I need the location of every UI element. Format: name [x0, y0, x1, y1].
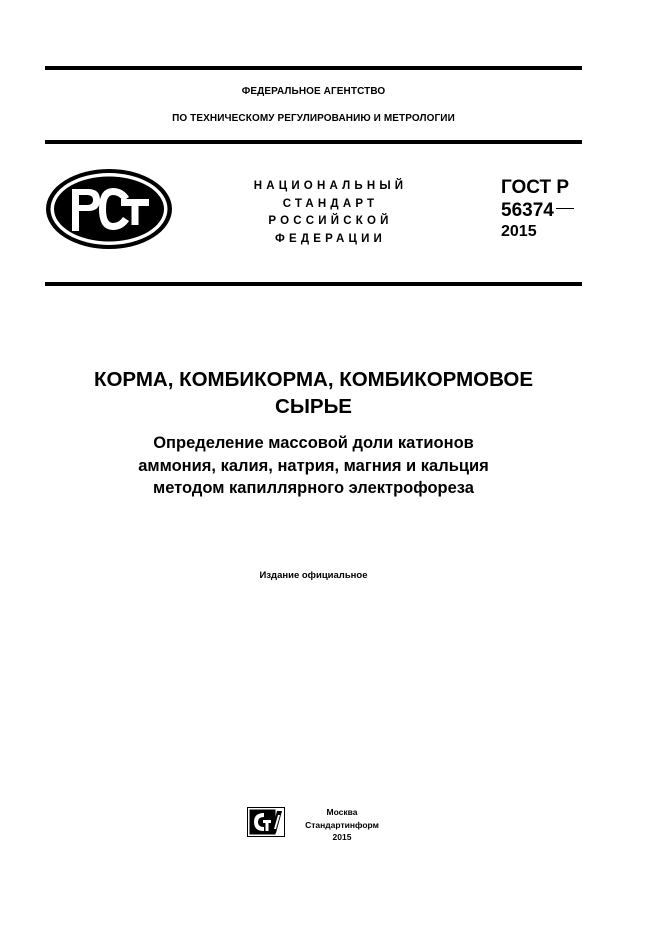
designation-year: 2015 [501, 223, 537, 240]
standard-type-line-4: ФЕДЕРАЦИИ [274, 232, 387, 245]
standard-type-line-3: РОССИЙСКОЙ [268, 215, 393, 227]
standard-designation [501, 176, 574, 242]
document-title-line-2: СЫРЬЕ [275, 395, 352, 418]
agency-name-line-1: ФЕДЕРАЛЬНОЕ АГЕНТСТВО [241, 86, 386, 97]
document-subtitle [45, 432, 582, 500]
document-subtitle-line-1: Определение массовой доли катионов [153, 434, 474, 452]
document-subtitle-line-2: аммония, калия, натрия, магния и кальция [138, 456, 489, 475]
standard-type [228, 178, 433, 248]
standartinform-logo-icon [247, 807, 285, 837]
top-rule [45, 66, 582, 70]
document-title [45, 366, 582, 420]
header-bottom-rule [45, 282, 582, 286]
designation-number: 56374 [501, 200, 554, 221]
designation-dash [556, 208, 574, 210]
standard-type-line-2: СТАНДАРТ [282, 197, 379, 210]
document-title-line-1: КОРМА, КОМБИКОРМА, КОМБИКОРМОВОЕ [93, 368, 534, 391]
header-divider [45, 140, 582, 144]
standard-type-line-1: НАЦИОНАЛЬНЫЙ [253, 180, 408, 192]
edition-note: Издание официальное [259, 570, 368, 581]
publisher-name: Стандартинформ [305, 819, 379, 830]
publisher-city: Москва [326, 807, 358, 817]
agency-name-line-2: ПО ТЕХНИЧЕСКОМУ РЕГУЛИРОВАНИЮ И МЕТРОЛОГИИ [172, 113, 455, 124]
publisher-info [292, 806, 392, 844]
designation-prefix: ГОСТ Р [501, 177, 570, 198]
document-subtitle-line-3: методом капиллярного электрофореза [153, 479, 474, 497]
designation-number-line [501, 199, 574, 222]
rst-emblem-icon [44, 167, 174, 251]
publisher-year: 2015 [332, 832, 352, 842]
